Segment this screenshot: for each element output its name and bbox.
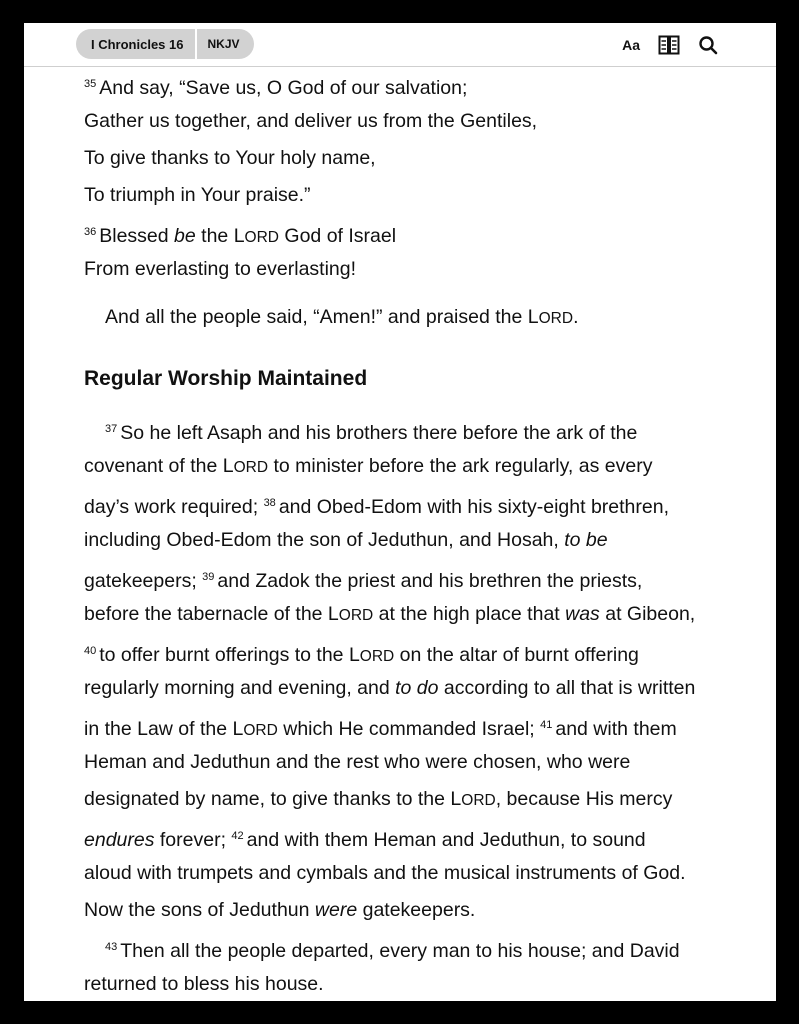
verse-line: endures forever; $^{42}$ and with them Heman and Jeduthun, to sound <box>84 829 646 851</box>
verse-line: And all the people said, “Amen!” and praised the LORD. <box>105 306 579 328</box>
verse-number: 38 <box>263 497 276 509</box>
reference-selector <box>76 29 254 59</box>
verse-line: To triumph in Your praise.” <box>84 184 311 206</box>
verse-number: 41 <box>540 719 553 731</box>
book-columns-icon <box>658 35 680 55</box>
verse-line: $^{37}$ So he left Asaph and his brothers there before the ark of the <box>105 422 638 444</box>
search-button[interactable] <box>698 33 718 57</box>
book-chapter-button[interactable]: I Chronicles 16 <box>76 29 197 59</box>
verse-line: $^{35}$ And say, “Save us, O God of our salvation; <box>84 77 468 99</box>
verse-line: Gather us together, and deliver us from the Gentiles, <box>84 110 538 132</box>
verse-line: regularly morning and evening, and to do according to all that is written <box>84 677 696 699</box>
verse-number: 40 <box>84 645 97 657</box>
verse-line: Now the sons of Jeduthun were gatekeepers. <box>84 899 476 921</box>
reader-screen <box>24 23 776 1001</box>
verse-number: 36 <box>84 226 97 238</box>
verse-line: including Obed-Edom the son of Jeduthun, and Hosah, to be <box>84 529 608 551</box>
verse-line: $^{43}$ Then all the people departed, every man to his house; and David <box>105 940 680 962</box>
verse-line: Heman and Jeduthun and the rest who were chosen, who were <box>84 751 631 773</box>
verse-number: 39 <box>202 571 215 583</box>
section-heading: Regular Worship Maintained <box>84 367 368 390</box>
verse-line: designated by name, to give thanks to the LORD, because His mercy <box>84 788 673 810</box>
verse-line: aloud with trumpets and cymbals and the musical instruments of God. <box>84 862 686 884</box>
verse-number: 35 <box>84 78 97 90</box>
verse-line: in the Law of the LORD which He commanded Israel; $^{41}$ and with them <box>84 718 677 740</box>
verse-line: day’s work required; $^{38}$ and Obed-Edom with his sixty-eight brethren, <box>84 496 670 518</box>
verse-line: returned to bless his house. <box>84 973 324 995</box>
verse-line: $^{40}$ to offer burnt offerings to the LORD on the altar of burnt offering <box>84 644 639 666</box>
version-button[interactable]: NKJV <box>207 37 240 51</box>
verse-line: $^{36}$ Blessed be the LORD God of Israel <box>84 225 397 247</box>
verse-line: From everlasting to everlasting! <box>84 258 357 280</box>
verse-line: To give thanks to Your holy name, <box>84 147 376 169</box>
verse-line: covenant of the LORD to minister before the ark regularly, as every <box>84 455 653 477</box>
font-settings-button[interactable]: Aa <box>622 37 640 53</box>
verse-number: 43 <box>105 941 118 953</box>
verse-number: 42 <box>231 830 244 842</box>
verse-line: gatekeepers; $^{39}$ and Zadok the priest and his brethren the priests, <box>84 570 643 592</box>
verse-number: 37 <box>105 423 118 435</box>
search-icon <box>698 35 718 55</box>
verse-line: before the tabernacle of the LORD at the high place that was at Gibeon, <box>84 603 696 625</box>
toolbar-actions <box>622 33 718 57</box>
parallel-view-button[interactable] <box>658 33 680 57</box>
top-toolbar <box>24 23 776 67</box>
